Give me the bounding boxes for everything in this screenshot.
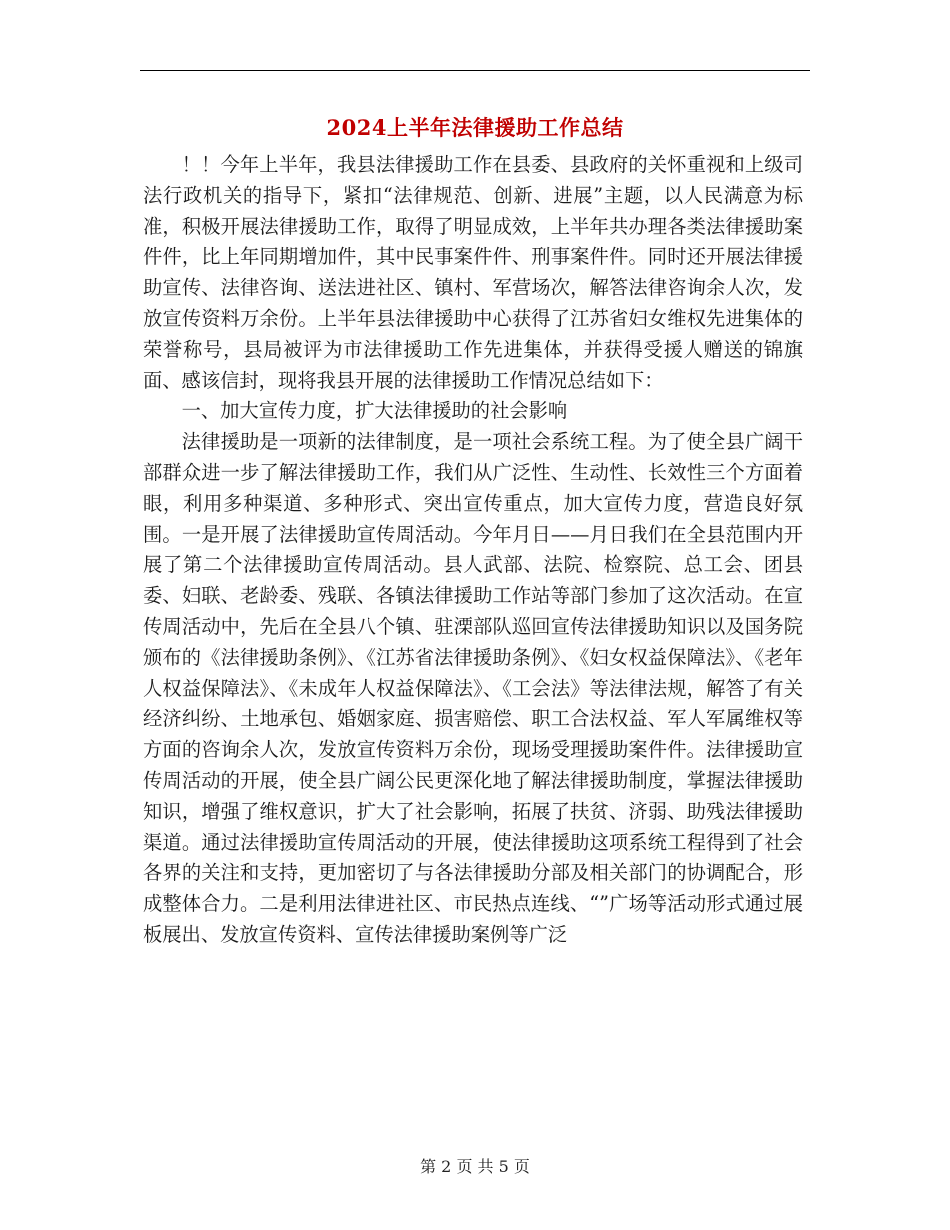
body-paragraph: 法律援助是一项新的法律制度，是一项社会系统工程。为了使全县广阔干部群众进一步了解法律援助工作，我们从广泛性、生动性、长效性三个方面着眼，利用多种渠道、多种形式、突出宣传重点，加大宣传力度，营造良好氛围。一是开展了法律援助宣传周活动。今年月日——月日我们在全县范围内开展了第二个法律援助宣传周活动。县人武部、法院、检察院、总工会、团县委、妇联、老龄委、残联、各镇法律援助工作站等部门参加了这次活动。在宣传周活动中，先后在全县八个镇、驻溧部队巡回宣传法律援助知识以及国务院颁布的《法律援助条例》、《江苏省法律援助条例》、《妇女权益保障法》、《老年人权益保障法》、《未成年人权益保障法》、《工会法》等法律法规，解答了有关经济纠纷、土地承包、婚姻家庭、损害赔偿、职工合法权益、军人军属维权等方面的咨询余人次，发放宣传资料万余份，现场受理援助案件件。法律援助宣传周活动的开展，使全县广阔公民更深化地了解法律援助制度，掌握法律援助知识，增强了维权意识，扩大了社会影响，拓展了扶贫、济弱、助残法律援助渠道。通过法律援助宣传周活动的开展，使法律援助这项系统工程得到了社会各界的关注和支持，更加密切了与各法律援助分部及相关部门的协调配合，形成整体合力。二是利用法律进社区、市民热点连线、“”广场等活动形式通过展板展出、发放宣传资料、宣传法律援助案例等广泛 [143, 430, 803, 946]
header-rule [140, 70, 810, 71]
document-body [143, 150, 803, 951]
section-heading: 一、加大宣传力度，扩大法律援助的社会影响 [181, 399, 568, 423]
page-footer: 第 2 页 共 5 页 [420, 1157, 530, 1176]
document-title: 2024上半年法律援助工作总结 [326, 115, 624, 140]
intro-paragraph: ！！今年上半年，我县法律援助工作在县委、县政府的关怀重视和上级司法行政机关的指导下，紧扣“法律规范、创新、进展”主题，以人民满意为标准，积极开展法律援助工作，取得了明显成效，上半年共办理各类法律援助案件件，比上年同期增加件，其中民事案件件、刑事案件件。同时还开展法律援助宣传、法律咨询、送法进社区、镇村、军营场次，解答法律咨询余人次，发放宣传资料万余份。上半年县法律援助中心获得了江苏省妇女维权先进集体的荣誉称号，县局被评为市法律援助工作先进集体，并获得受援人赠送的锦旗面、感该信封，现将我县开展的法律援助工作情况总结如下： [143, 153, 803, 392]
